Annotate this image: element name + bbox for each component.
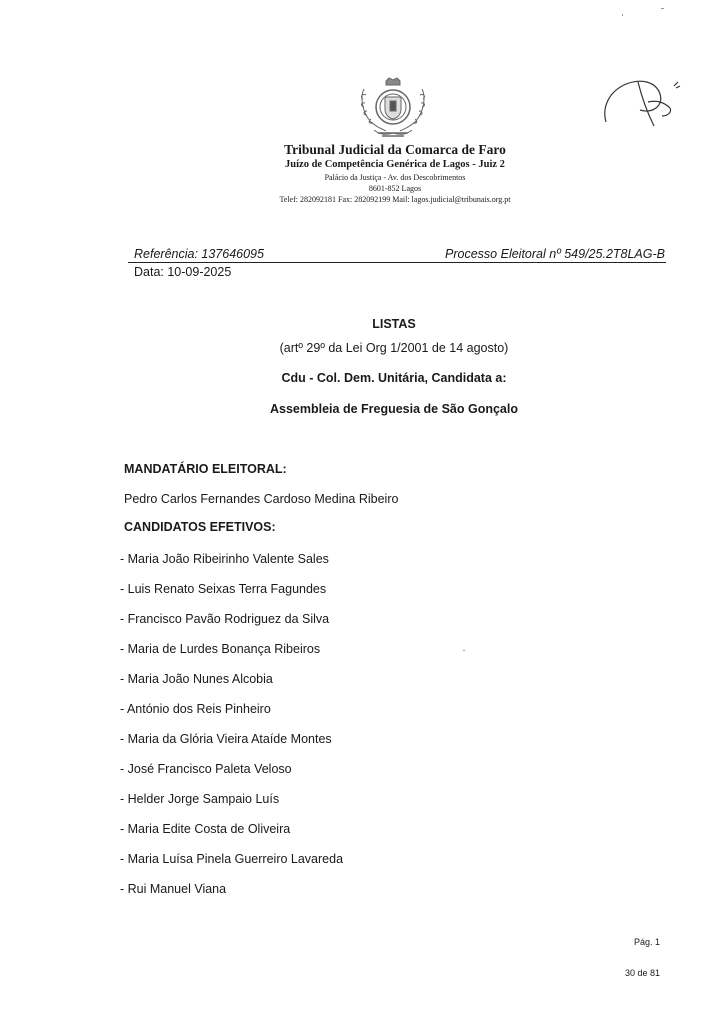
reference-number: Referência: 137646095 — [134, 247, 264, 261]
candidate-item: - Maria da Glória Vieira Ataíde Montes — [120, 732, 332, 746]
document-date: Data: 10-09-2025 — [134, 265, 232, 279]
candidate-item: - Maria Luísa Pinela Guerreiro Lavareda — [120, 852, 344, 866]
court-postal-code: 8601-852 Lagos — [368, 184, 422, 193]
candidate-item: - José Francisco Paleta Veloso — [120, 762, 292, 776]
candidate-item: - Rui Manuel Viana — [120, 882, 227, 896]
coat-of-arms-icon — [356, 77, 430, 139]
candidate-item: - Maria João Nunes Alcobia — [120, 672, 273, 686]
document-title: LISTAS — [372, 317, 416, 331]
candidate-item: - Luis Renato Seixas Terra Fagundes — [120, 582, 327, 596]
mandatario-name: Pedro Carlos Fernandes Cardoso Medina Ribeiro — [124, 492, 399, 506]
court-contacts: Telef: 282092181 Fax: 282092199 Mail: lagos.judicial@tribunais.org.pt — [279, 195, 511, 204]
candidate-item: - Maria de Lurdes Bonança Ribeiros — [120, 642, 321, 656]
court-subtitle: Juízo de Competência Genérica de Lagos - Juiz 2 — [285, 159, 505, 170]
candidate-item: - António dos Reis Pinheiro — [120, 702, 271, 716]
legal-article: (artº 29º da Lei Org 1/2001 de 14 agosto) — [279, 341, 509, 355]
candidate-item: - Helder Jorge Sampaio Luís — [120, 792, 280, 806]
candidate-list — [120, 552, 343, 912]
candidate-item: - Maria Edite Costa de Oliveira — [120, 822, 291, 836]
scan-mark — [622, 14, 623, 16]
candidate-item: - Maria João Ribeirinho Valente Sales — [120, 552, 329, 566]
party-name: Cdu - Col. Dem. Unitária, Candidata a: — [281, 371, 507, 385]
assembly-name: Assembleia de Freguesia de São Gonçalo — [269, 402, 518, 416]
scan-mark — [661, 8, 664, 9]
process-number: Processo Eleitoral nº 549/25.2T8LAG-B — [445, 247, 665, 261]
page-count: 30 de 81 — [624, 968, 660, 978]
reference-divider — [128, 262, 666, 263]
scan-mark — [463, 650, 465, 651]
page-number: Pág. 1 — [633, 937, 660, 947]
signature-icon — [598, 72, 686, 132]
candidatos-heading: CANDIDATOS EFETIVOS: — [124, 520, 276, 534]
court-name: Tribunal Judicial da Comarca de Faro — [284, 142, 506, 157]
court-address: Palácio da Justiça - Av. dos Descobrimentos — [324, 173, 466, 182]
mandatario-heading: MANDATÁRIO ELEITORAL: — [124, 462, 287, 476]
candidate-item: - Francisco Pavão Rodriguez da Silva — [120, 612, 330, 626]
